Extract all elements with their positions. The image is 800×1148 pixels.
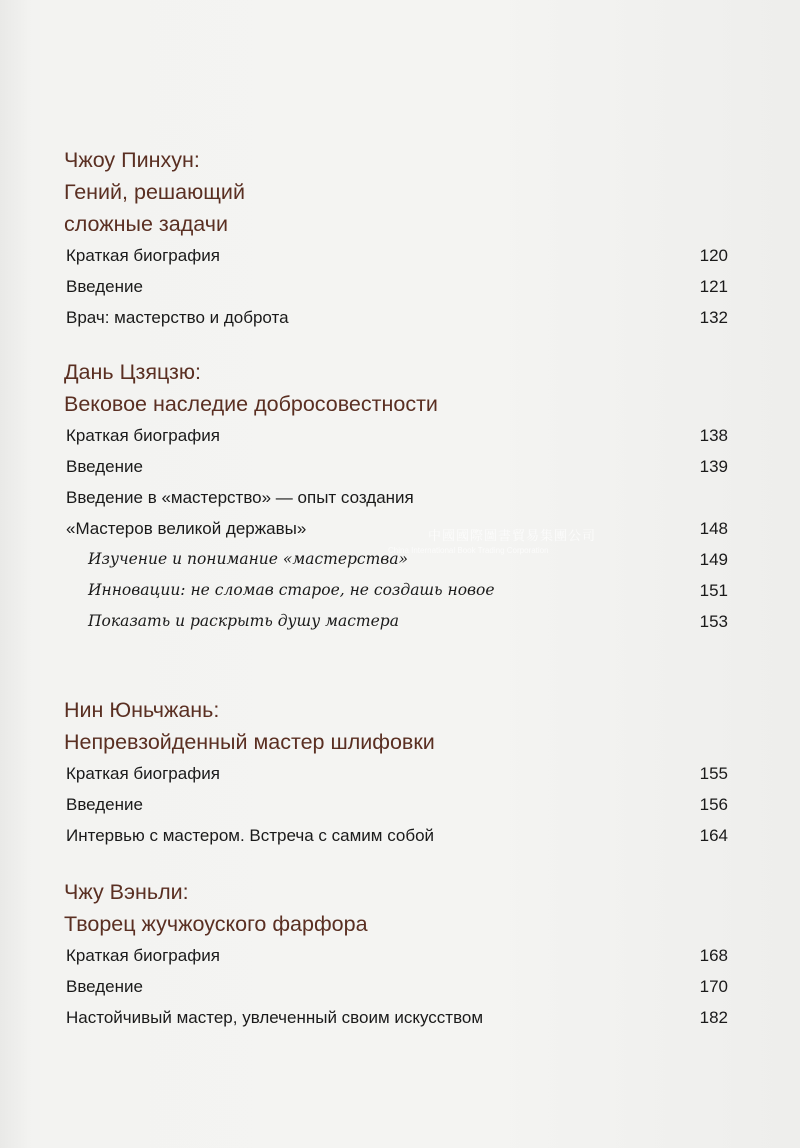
entry-title: Настойчивый мастер, увлеченный своим искусством xyxy=(66,1008,484,1027)
section-author: Чжу Вэньли: xyxy=(64,880,189,904)
section-title-line: сложные задачи xyxy=(64,212,228,236)
entry-title: Интервью с мастером. Встреча с самим собой xyxy=(66,826,435,845)
toc-section xyxy=(64,356,728,637)
toc-entry[interactable] xyxy=(64,271,728,302)
toc-entry[interactable] xyxy=(64,820,728,851)
watermark-en: China International Book Trading Corporation xyxy=(388,546,549,555)
entry-title: Показать и раскрыть душу мастера xyxy=(88,612,399,630)
entry-title: Краткая биография xyxy=(66,946,220,965)
entry-page: 132 xyxy=(699,308,728,327)
entry-page: 121 xyxy=(699,277,728,296)
entry-title: Краткая биография xyxy=(66,246,220,265)
toc-subentry[interactable] xyxy=(64,575,728,606)
toc-entry[interactable] xyxy=(64,513,728,544)
toc-entry[interactable] xyxy=(64,482,728,513)
toc-entry[interactable] xyxy=(64,451,728,482)
toc-section xyxy=(64,876,728,1033)
toc-entry[interactable] xyxy=(64,1002,728,1033)
entry-page: 153 xyxy=(699,612,728,631)
entry-title: Введение xyxy=(66,457,143,476)
entry-title: Введение xyxy=(66,795,143,814)
toc-entry[interactable] xyxy=(64,789,728,820)
entry-page: 182 xyxy=(699,1008,728,1027)
entry-page: 170 xyxy=(699,977,728,996)
entry-title: Врач: мастерство и доброта xyxy=(66,308,289,327)
section-title-line: Вековое наследие добросовестности xyxy=(64,392,438,416)
toc-section xyxy=(64,694,728,851)
watermark-cn: 中國國際圖書貿易集團公司 xyxy=(428,528,597,543)
toc-subentry[interactable] xyxy=(64,606,728,637)
entry-title: Введение в «мастерство» — опыт создания xyxy=(66,488,414,507)
toc-entry[interactable] xyxy=(64,420,728,451)
toc-entry[interactable] xyxy=(64,940,728,971)
entry-title: Краткая биография xyxy=(66,426,220,445)
entry-title: Введение xyxy=(66,277,143,296)
section-author: Чжоу Пинхун: xyxy=(64,148,200,172)
entry-title: Изучение и понимание «мастерства» xyxy=(88,550,409,568)
entry-title: Краткая биография xyxy=(66,764,220,783)
section-title-line: Непревзойденный мастер шлифовки xyxy=(64,730,435,754)
entry-title: «Мастеров великой державы» xyxy=(66,519,307,538)
entry-page: 149 xyxy=(699,550,728,569)
toc-entry[interactable] xyxy=(64,971,728,1002)
entry-page: 151 xyxy=(699,581,728,600)
entry-page: 156 xyxy=(699,795,728,814)
section-author: Нин Юньчжань: xyxy=(64,698,220,722)
toc-entry[interactable] xyxy=(64,240,728,271)
entry-title: Инновации: не сломав старое, не создашь новое xyxy=(88,581,495,599)
entry-page: 164 xyxy=(699,826,728,845)
entry-page: 120 xyxy=(699,246,728,265)
entry-page: 168 xyxy=(699,946,728,965)
section-title-line: Творец жучжоуского фарфора xyxy=(64,912,368,936)
entry-page: 139 xyxy=(699,457,728,476)
entry-page: 138 xyxy=(699,426,728,445)
section-title-line: Гений, решающий xyxy=(64,180,245,204)
toc-entry[interactable] xyxy=(64,302,728,333)
entry-title: Введение xyxy=(66,977,143,996)
toc-section xyxy=(64,144,728,333)
entry-page: 155 xyxy=(699,764,728,783)
toc-entry[interactable] xyxy=(64,758,728,789)
section-author: Дань Цзяцзю: xyxy=(64,360,201,384)
entry-page: 148 xyxy=(699,519,728,538)
